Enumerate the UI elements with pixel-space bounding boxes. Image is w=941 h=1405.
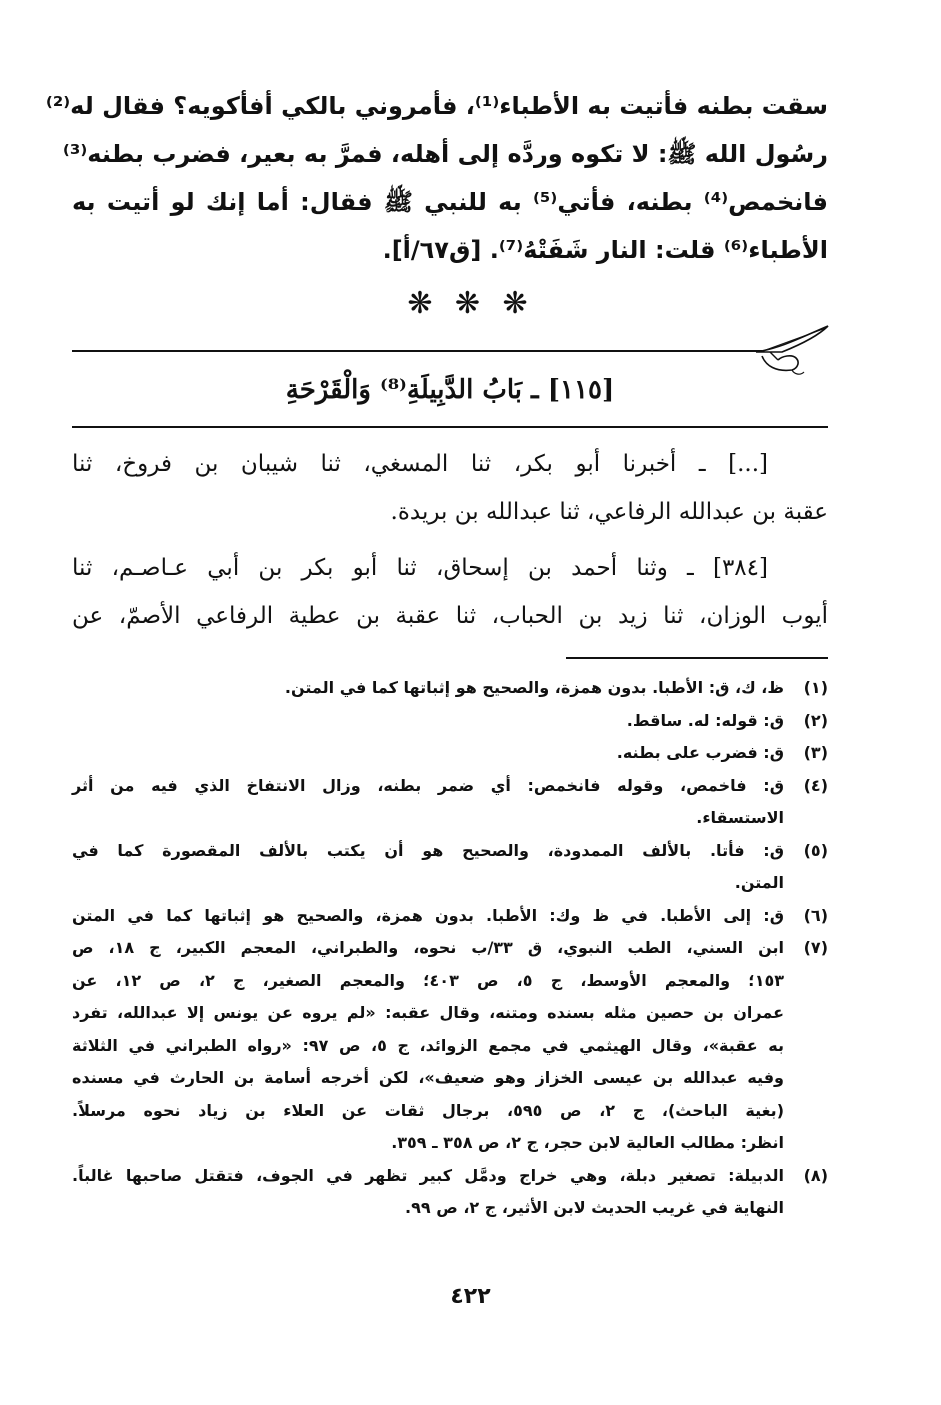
footnote-line: المتن. xyxy=(734,873,784,892)
text-line: عقبة بن عبدالله الرفاعي، ثنا عبدالله بن بريدة. xyxy=(390,499,828,525)
footnote xyxy=(72,1160,828,1225)
footnote xyxy=(72,835,828,900)
footnote-number: (٤) xyxy=(803,775,828,795)
footnote xyxy=(72,737,828,770)
footnote-number: (٨) xyxy=(803,1165,828,1185)
top-paragraph xyxy=(45,82,828,274)
footnote-line: الاستسقاء. xyxy=(696,808,784,827)
chapter-bottom-rule xyxy=(72,426,828,428)
hadith-paragraph-2 xyxy=(72,544,828,640)
footnote-number: (٦) xyxy=(803,905,828,925)
footnote-line: وفيه عبدالله بن عيسى الخزاز وهو ضعيف»، لكن أخرجه أسامة بن الحارث في مسنده xyxy=(72,1068,784,1087)
footnote-number: (١) xyxy=(803,678,828,697)
footnote xyxy=(72,705,828,738)
separator-stars: ❋ ❋ ❋ xyxy=(407,286,534,321)
text-line: فانخمص⁽⁴⁾ بطنه، فأتي⁽⁵⁾ به للنبي ﷺ فقال: أما إنك لو أتيت به xyxy=(72,188,828,216)
text-line: [٣٨٤] ـ وثنا أحمد بن إسحاق، ثنا أبو بكر بن أبي عـاصـم، ثنا xyxy=(72,555,768,581)
footnote-line: ق: فأتا. بالألف الممدودة، والصحيح هو أن يكتب بالألف المقصورة كما في xyxy=(72,840,784,860)
text-line: سقت بطنه فأتيت به الأطباء⁽¹⁾، فأمروني بالكي أفأكويه؟ فقال له⁽²⁾ xyxy=(45,92,828,120)
footnote-line: انظر: مطالب العالية لابن حجر، ج ٢، ص ٣٥٨ ـ ٣٥٩. xyxy=(391,1133,784,1152)
footnote-line: به عقبة»، وقال الهيثمي في مجمع الزوائد، ج ٥، ص ٩٧: «رواه الطبراني في الثلاثة xyxy=(72,1035,785,1055)
footnote xyxy=(72,770,828,835)
footnote-line: ق: إلى الأطبا. في ظ وك: الأطبا. بدون همزة، والصحيح هو إثباتها كما في المتن xyxy=(72,905,784,925)
footnote-line: ظ، ك، ق: الأطبا. بدون همزة، والصحيح هو إثباتها كما في المتن. xyxy=(284,678,784,697)
footnote-rule xyxy=(566,657,828,659)
footnote xyxy=(72,932,828,1160)
chapter-title: [١١٥] ـ بَابُ الدَّبِيلَةِ⁽⁸⁾ وَالْقَرْحَةِ xyxy=(285,375,615,405)
footnote-line: ١٥٣؛ والمعجم الأوسط، ج ٥، ص ٤٠٣؛ والمعجم الصغير، ج ٢، ص ١٢، عن xyxy=(72,970,784,990)
text-line: أيوب الوزان، ثنا زيد بن الحباب، ثنا عقبة بن عطية الرفاعي الأصمّ، عن xyxy=(72,603,828,629)
footnote-number: (٢) xyxy=(803,710,828,730)
footnotes xyxy=(72,672,828,1225)
footnote-number: (٥) xyxy=(803,840,828,860)
page-number: ٤٢٢ xyxy=(450,1284,491,1309)
hadith-paragraph-1 xyxy=(72,440,828,536)
footnote-number: (٣) xyxy=(803,743,828,762)
footnote-line: النهاية في غريب الحديث لابن الأثير، ج ٢، ص ٩٩. xyxy=(405,1198,784,1217)
footnote-line: ق: قوله: له. ساقط. xyxy=(626,710,784,730)
footnote xyxy=(72,672,828,705)
footnote-line: ق: فاخمص، وقوله فانخمص: أي ضمر بطنه، وزال الانتفاخ الذي فيه من أثر xyxy=(72,775,784,795)
footnote-line: عمران بن حصين مثله بسنده ومتنه، وقال عقبه: «لم يروه عن يونس إلا عبدالله، تفرد xyxy=(72,1003,784,1022)
chapter-top-rule xyxy=(72,350,762,352)
footnote-number: (٧) xyxy=(803,938,828,957)
footnote-line: ق: فضرب على بطنه. xyxy=(616,743,784,762)
footnote-line: (بغية الباحث)، ج ٢، ص ٥٩٥، برجال ثقات عن العلاء بن زياد نحوه مرسلاً. xyxy=(72,1100,785,1120)
footnote-line: ابن السني، الطب النبوي، ق ٣٣/ب نحوه، والطبراني، المعجم الكبير، ج ١٨، ص xyxy=(72,938,784,957)
text-line: رسُول الله ﷺ: لا تكوه وردَّه إلى أهله، فمرَّ به بعير، فضرب بطنه⁽³⁾ xyxy=(62,140,828,168)
footnote xyxy=(72,900,828,933)
footnote-line: الدبيلة: تصغير دبلة، وهي خراج ودمَّل كبير تظهر في الجوف، فتقتل صاحبها غالباً. xyxy=(72,1165,784,1185)
text-line: [...] ـ أخبرنا أبو بكر، ثنا المسغي، ثنا شيبان بن فروخ، ثنا xyxy=(72,451,768,477)
text-line: الأطباء⁽⁶⁾ قلت: النار شَفَتْهُ⁽⁷⁾. [ق٦٧/أ]. xyxy=(382,236,828,264)
